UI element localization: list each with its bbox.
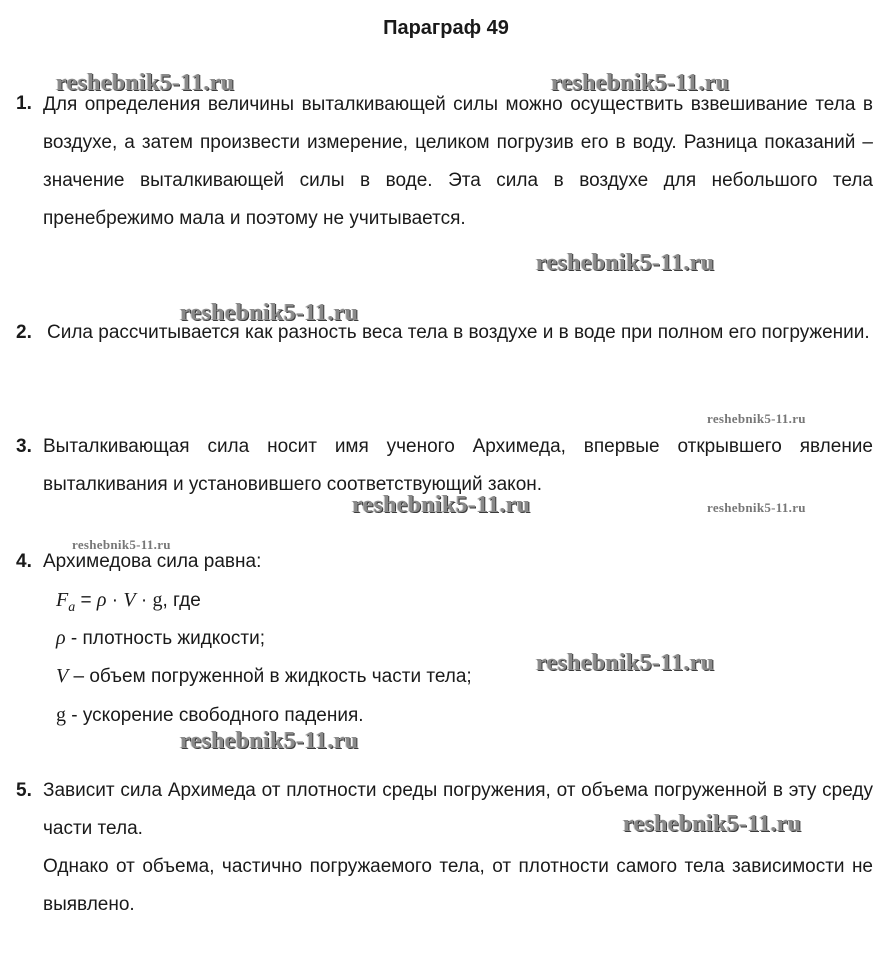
watermark: reshebnik5-11.ru bbox=[352, 492, 531, 518]
definition-text: - ускорение свободного падения. bbox=[66, 705, 364, 726]
formula-sub-a: a bbox=[68, 599, 76, 615]
definition-rho bbox=[56, 619, 265, 658]
formula-g: g bbox=[152, 589, 163, 611]
watermark: reshebnik5-11.ru bbox=[56, 70, 235, 96]
watermark: reshebnik5-11.ru bbox=[180, 728, 359, 754]
definition-symbol: V bbox=[56, 665, 69, 687]
definition-symbol: ρ bbox=[56, 627, 66, 649]
formula-v: V bbox=[123, 589, 136, 611]
watermark: reshebnik5-11.ru bbox=[623, 811, 802, 837]
formula-tail: , где bbox=[162, 590, 201, 611]
definition-symbol: g bbox=[56, 704, 66, 726]
watermark: reshebnik5-11.ru bbox=[536, 650, 715, 676]
definition-volume bbox=[56, 657, 472, 696]
item-4-intro: Архимедова сила равна: bbox=[43, 551, 262, 572]
watermark: reshebnik5-11.ru bbox=[72, 537, 171, 552]
item-2-text: Сила рассчитывается как разность веса тела в воздухе и в воде при полном его погружении. bbox=[47, 322, 870, 343]
formula-dot-2: · bbox=[135, 590, 153, 611]
item-3-text: Выталкивающая сила носит имя ученого Архимеда, впервые открывшего явление выталкивания и установившего соответствующий закон. bbox=[43, 436, 873, 495]
formula-eq: = bbox=[75, 590, 97, 611]
formula-rho: ρ bbox=[96, 589, 107, 611]
page-title: Параграф 49 bbox=[383, 17, 509, 39]
item-1-number: 1. bbox=[16, 93, 32, 114]
watermark: reshebnik5-11.ru bbox=[551, 70, 730, 96]
item-3-number: 3. bbox=[16, 436, 32, 457]
formula-dot-1: · bbox=[106, 590, 124, 611]
watermark: reshebnik5-11.ru bbox=[536, 250, 715, 276]
item-5-number: 5. bbox=[16, 780, 32, 801]
watermark: reshebnik5-11.ru bbox=[707, 411, 806, 426]
item-2-number: 2. bbox=[16, 322, 32, 343]
formula-f: F bbox=[56, 589, 69, 611]
item-5-text: Зависит сила Архимеда от плотности среды погружения, от объема погруженной в эту среду части тела. bbox=[43, 780, 873, 839]
watermark: reshebnik5-11.ru bbox=[707, 500, 806, 515]
item-4-number: 4. bbox=[16, 551, 32, 572]
definition-text: - плотность жидкости; bbox=[65, 628, 265, 649]
item-5-text-continued: Однако от объема, частично погружаемого тела, от плотности самого тела зависимости не выявлено. bbox=[43, 856, 873, 915]
watermark: reshebnik5-11.ru bbox=[180, 300, 359, 326]
item-1-text: Для определения величины выталкивающей силы можно осуществить взвешивание тела в воздухе, а затем произвести измерение, целиком погрузив его в воду. Разница показаний – значение выталкивающей силы в воде. Эта сила в воздухе для небольшого тела пренебрежимо мала и поэтому не учитывается. bbox=[43, 94, 873, 229]
definition-text: – объем погруженной в жидкость части тела; bbox=[68, 666, 472, 687]
